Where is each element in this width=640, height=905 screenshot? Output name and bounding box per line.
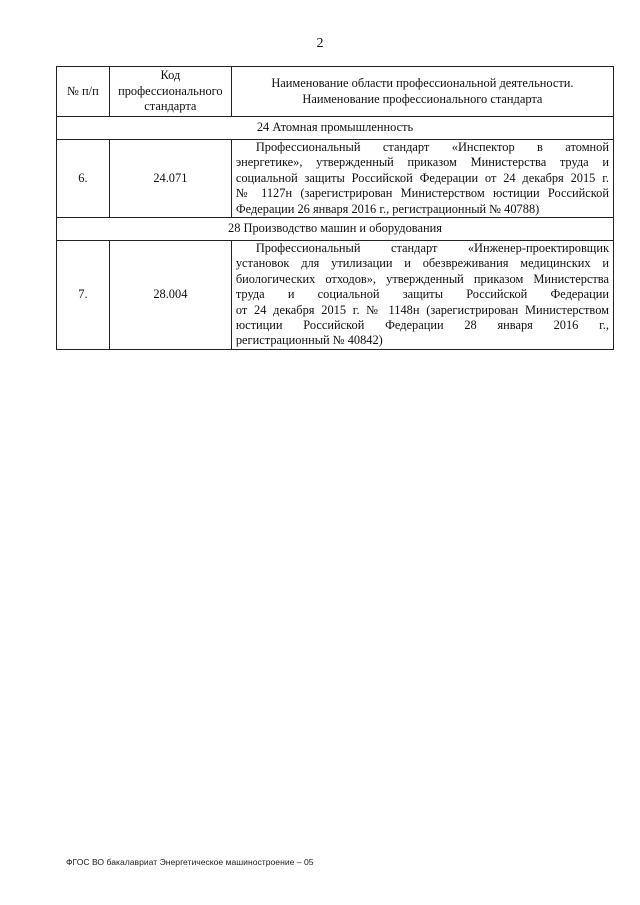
description-line: Профессиональный стандарт «Инженер-проектировщик: [255, 241, 609, 256]
description-line: Федерации 26 января 2016 г., регистрационный № 40788): [235, 201, 540, 216]
description-line: от 24 декабря 2015 г. № 1148н (зарегистрирован Министерством: [235, 302, 609, 317]
description-line: социальной защиты Российской Федерации от 24 декабря 2015 г.: [235, 170, 609, 185]
description-line: труда и социальной защиты Российской Федерации: [235, 287, 609, 302]
header-code: Код профессионального стандарта: [109, 67, 231, 117]
table-row: [57, 241, 614, 350]
description-line: № 1127н (зарегистрирован Министерством юстиции Российской: [235, 186, 609, 201]
standards-table: [56, 66, 614, 350]
table-row: [57, 140, 614, 218]
standard-code: 24.071: [109, 140, 231, 218]
section-title: 24 Атомная промышленность: [57, 117, 614, 140]
header-name-line2: Наименование профессионального стандарта: [302, 91, 543, 106]
row-number: 6.: [57, 140, 110, 218]
description-line: юстиции Российской Федерации 28 января 2016 г.,: [235, 318, 609, 333]
header-name: [231, 67, 613, 117]
description-line: биологических отходов», утвержденный приказом Министерства: [235, 271, 609, 286]
table-header-row: [57, 67, 614, 117]
description-line: установок для утилизации и обезвреживания медицинских и: [235, 256, 609, 271]
description-line: регистрационный № 40842): [235, 333, 383, 348]
description-line: энергетике», утвержденный приказом Министерства труда и: [235, 155, 609, 170]
page-number: 2: [316, 36, 324, 51]
description-line: Профессиональный стандарт «Инспектор в атомной: [255, 140, 609, 154]
standard-description: [231, 140, 613, 218]
header-name-line1: Наименование области профессиональной деятельности.: [271, 76, 574, 91]
section-row: [57, 218, 614, 241]
section-title: 28 Производство машин и оборудования: [57, 218, 614, 241]
header-number: № п/п: [57, 67, 110, 117]
standard-description: [231, 241, 613, 350]
section-row: [57, 117, 614, 140]
standard-code: 28.004: [109, 241, 231, 350]
row-number: 7.: [57, 241, 110, 350]
document-footer: ФГОС ВО бакалавриат Энергетическое машиностроение – 05: [66, 857, 314, 867]
